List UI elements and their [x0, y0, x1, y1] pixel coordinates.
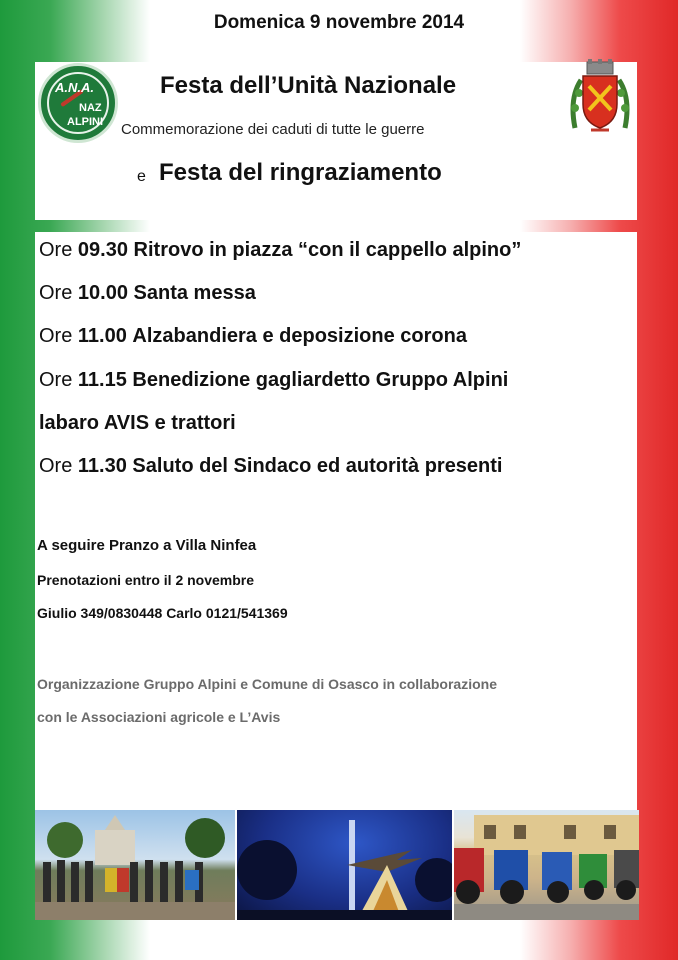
title-conjunction: e [137, 168, 146, 185]
ana-logo-text-alpini: ALPINI [67, 116, 104, 128]
schedule-item: Ore 11.15 Benedizione gagliardetto Gruppo Alpini [39, 369, 509, 391]
municipal-crest-icon [567, 58, 633, 140]
photo-monument-eagle [237, 810, 452, 920]
poster-date: Domenica 9 novembre 2014 [213, 12, 465, 33]
secondary-title: Festa del ringraziamento [159, 159, 442, 186]
lunch-info: A seguire Pranzo a Villa Ninfea [37, 537, 257, 554]
booking-info: Prenotazioni entro il 2 novembre [37, 572, 255, 588]
photo-alpini-group [35, 810, 235, 920]
organization-line-2: con le Associazioni agricole e L’Avis [37, 709, 281, 725]
schedule-item: Ore 11.00 Alzabandiera e deposizione corona [39, 325, 467, 347]
main-title: Festa dell’Unità Nazionale [160, 72, 457, 99]
ana-logo-text: A.N.A. [55, 80, 94, 95]
organization-line-1: Organizzazione Gruppo Alpini e Comune di Osasco in collaborazione [37, 676, 497, 692]
ana-logo-text-naz: NAZ [79, 102, 102, 114]
photo-tractors [454, 810, 639, 920]
schedule-item: Ore 10.00 Santa messa [39, 282, 256, 304]
schedule-item-continuation: labaro AVIS e trattori [39, 412, 236, 434]
photo-strip [35, 810, 639, 920]
header-box [35, 62, 637, 220]
schedule-item: Ore 09.30 Ritrovo in piazza “con il cappello alpino” [39, 239, 522, 261]
main-content [35, 232, 637, 810]
subtitle: Commemorazione dei caduti di tutte le guerre [121, 121, 425, 138]
contact-info: Giulio 349/0830448 Carlo 0121/541369 [37, 605, 288, 621]
schedule-item: Ore 11.30 Saluto del Sindaco ed autorità presenti [39, 455, 503, 477]
ana-logo [38, 63, 118, 143]
